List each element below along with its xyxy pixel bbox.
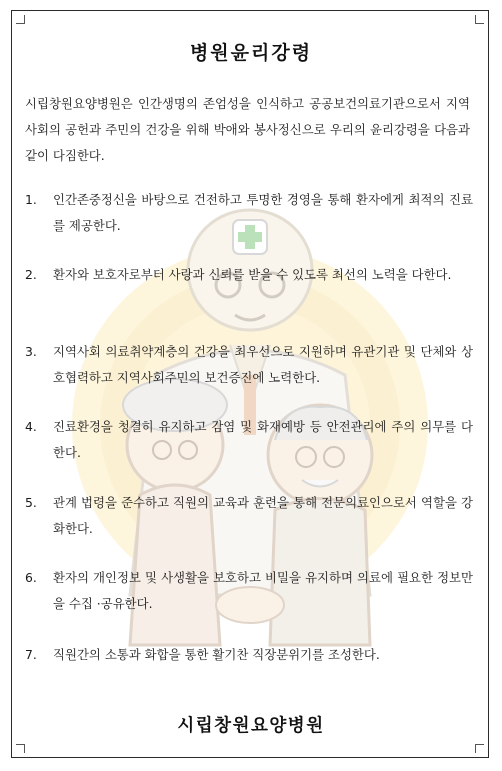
item-number: 6.: [25, 570, 37, 585]
page-title: 병원윤리강령: [189, 42, 313, 64]
list-item: [25, 262, 475, 288]
list-item: [25, 414, 475, 466]
list-item: [25, 642, 475, 668]
item-text: 진료환경을 청결히 유지하고 감염 및 화재예방 등 안전관리에 주의 의무를 다한다.: [53, 419, 473, 460]
hospital-name-footer: 시립창원요양병원: [177, 716, 325, 736]
item-number: 4.: [25, 419, 37, 434]
list-item: [25, 339, 475, 391]
list-item: [25, 565, 475, 617]
item-number: 3.: [25, 344, 37, 359]
item-text: 인간존중정신을 바탕으로 건전하고 투명한 경영을 통해 환자에게 최적의 진료를 제공한다.: [53, 192, 473, 233]
item-text: 환자의 개인정보 및 사생활을 보호하고 비밀을 유지하며 의료에 필요한 정보만을 수집 ·공유한다.: [53, 570, 473, 611]
list-item: [25, 187, 475, 239]
intro-paragraph: 시립창원요양병원은 인간생명의 존엄성을 인식하고 공공보건의료기관으로서 지역사회의 공헌과 주민의 건강을 위해 박애와 봉사정신으로 우리의 윤리강령을 다음과 같이 다짐한다.: [25, 96, 470, 163]
item-text: 관계 법령을 준수하고 직원의 교육과 훈련을 통해 전문의료인으로서 역할을 강화한다.: [53, 495, 473, 536]
item-text: 지역사회 의료취약계층의 건강을 최우선으로 지원하며 유관기관 및 단체와 상호협력하고 지역사회주민의 보건증진에 노력한다.: [53, 344, 473, 385]
corner-mark: [16, 15, 25, 24]
corner-mark: [475, 744, 484, 753]
item-text: 직원간의 소통과 화합을 통한 활기찬 직장분위기를 조성한다.: [53, 647, 380, 662]
item-number: 2.: [25, 267, 37, 282]
item-number: 5.: [25, 495, 37, 510]
item-text: 환자와 보호자로부터 사랑과 신뢰를 받을 수 있도록 최선의 노력을 다한다.: [53, 267, 452, 282]
list-item: [25, 490, 475, 542]
item-number: 1.: [25, 192, 37, 207]
corner-mark: [475, 15, 484, 24]
item-number: 7.: [25, 647, 37, 662]
corner-mark: [16, 744, 25, 753]
